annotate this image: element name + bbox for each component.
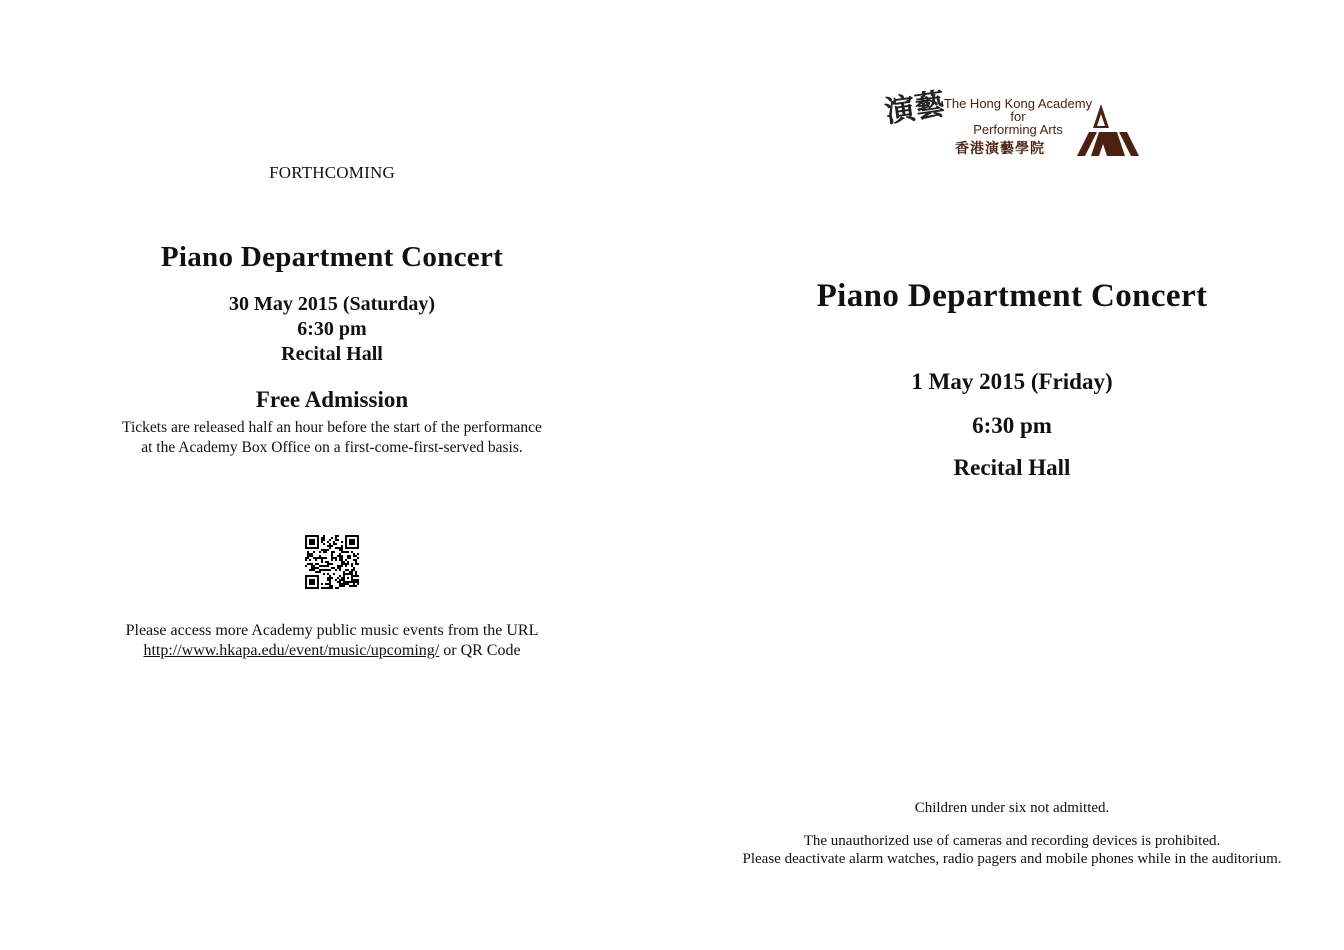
concert-date: 1 May 2015 (Friday) bbox=[911, 369, 1113, 394]
tickets-note-line1: Tickets are released half an hour before the start of the performance bbox=[122, 419, 542, 436]
forthcoming-concert-time: 6:30 pm bbox=[297, 318, 367, 340]
children-note: Children under six not admitted. bbox=[914, 800, 1110, 816]
forthcoming-label: FORTHCOMING bbox=[269, 163, 395, 182]
logo-calligraphy: 演藝 bbox=[882, 86, 948, 131]
concert-time: 6:30 pm bbox=[972, 413, 1052, 438]
concert-title: Piano Department Concert bbox=[816, 278, 1208, 314]
device-policy-note bbox=[680, 832, 1344, 868]
camera-note: The unauthorized use of cameras and recording devices is prohibited. bbox=[803, 833, 1221, 849]
upcoming-events-link[interactable]: http://www.hkapa.edu/event/music/upcoming/ bbox=[143, 642, 440, 659]
logo-name-line3: Performing Arts bbox=[973, 122, 1063, 137]
forthcoming-concert-details bbox=[0, 292, 664, 367]
access-note-suffix: or QR Code bbox=[439, 642, 521, 659]
left-panel bbox=[0, 0, 664, 950]
logo-english-name bbox=[943, 97, 1093, 136]
free-admission-heading: Free Admission bbox=[255, 387, 409, 412]
alarm-note: Please deactivate alarm watches, radio pagers and mobile phones while in the auditorium. bbox=[742, 851, 1282, 867]
tickets-note bbox=[0, 418, 664, 458]
forthcoming-concert-venue: Recital Hall bbox=[281, 343, 383, 365]
access-note bbox=[0, 621, 664, 661]
academy-logo bbox=[882, 86, 1145, 164]
forthcoming-concert-title: Piano Department Concert bbox=[160, 241, 504, 273]
access-note-line2 bbox=[0, 641, 664, 661]
access-note-line1: Please access more Academy public music events from the URL bbox=[125, 622, 539, 639]
forthcoming-concert-date: 30 May 2015 (Saturday) bbox=[228, 293, 436, 315]
qr-code-icon[interactable] bbox=[305, 535, 359, 589]
right-panel bbox=[680, 0, 1344, 950]
logo-name-line1: The Hong Kong Academy bbox=[943, 96, 1093, 111]
concert-venue: Recital Hall bbox=[953, 455, 1071, 480]
logo-chinese-name: 香港演藝學院 bbox=[955, 141, 1045, 157]
logo-name-line2: for bbox=[1010, 109, 1026, 124]
academy-emblem-icon bbox=[1075, 98, 1141, 158]
tickets-note-line2: at the Academy Box Office on a first-come-first-served basis. bbox=[141, 439, 523, 456]
